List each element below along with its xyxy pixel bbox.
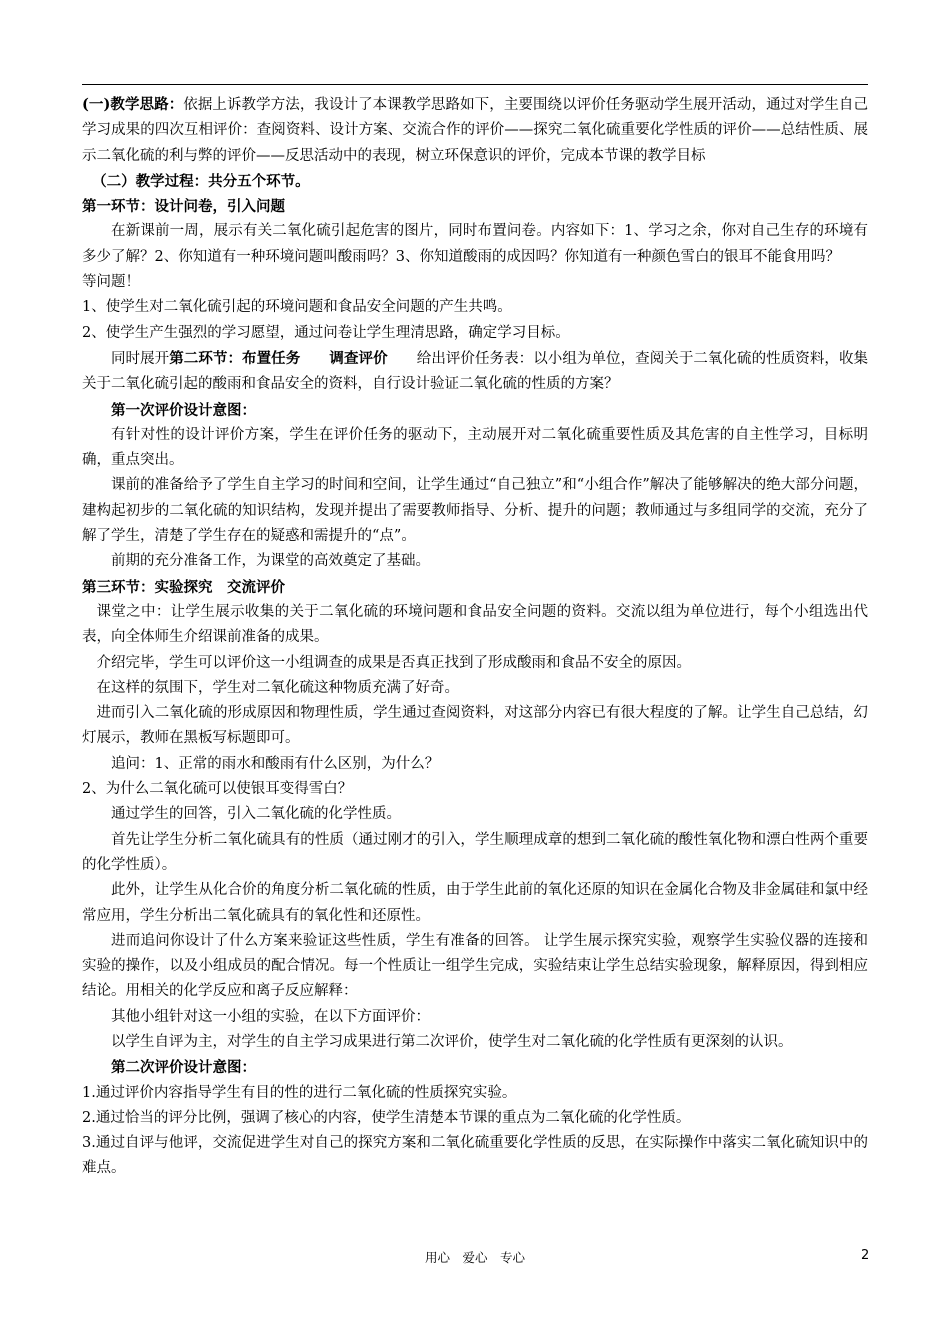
section-heading: 第二环节：布置任务 调查评价 <box>169 349 388 367</box>
section-heading: 第一环节：设计问卷，引入问题 <box>82 198 285 216</box>
paragraph: 首先让学生分析二氧化硫具有的性质（通过刚才的引入，学生顺理成章的想到二氧化硫的酸性氧化物和漂白性两个重要的化学性质）。 <box>82 831 868 873</box>
paragraph: 2、为什么二氧化硫可以使银耳变得雪白？ <box>82 781 353 798</box>
header-rule <box>82 84 868 85</box>
list-item: 2、使学生产生强烈的学习愿望，通过问卷让学生理清思路，确定学习目标。 <box>82 324 570 341</box>
list-item: 2.通过恰当的评分比例，强调了核心的内容，使学生清楚本节课的重点为二氧化硫的化学性质。 <box>82 1109 691 1126</box>
section-heading: 第一次评价设计意图： <box>111 401 256 419</box>
document-body <box>82 92 868 1182</box>
paragraph: 追问：1、正常的雨水和酸雨有什么区别，为什么？ <box>111 755 440 772</box>
list-item: 1.通过评价内容指导学生有目的性的进行二氧化硫的性质探究实验。 <box>82 1084 517 1101</box>
paragraph: 前期的充分准备工作，为课堂的高效奠定了基础。 <box>111 553 430 570</box>
page-number: 2 <box>861 1248 870 1263</box>
paragraph: 进而追问你设计了什么方案来验证这些性质，学生有准备的回答。 让学生展示探究实验，观察学生实验仪器的连接和实验的操作，以及小组成员的配合情况。每一个性质让一组学生完成，实验结束让学生总结实验现象，解释原因，得到相应结论。用相关的化学反应和离子反应解释： <box>82 932 868 1000</box>
paragraph: 课前的准备给予了学生自主学习的时间和空间，让学生通过“自己独立”和“小组合作”解决了能够解决的绝大部分问题，建构起初步的二氧化硫的知识结构，发现并提出了需要教师指导、分析、提升的问题；教师通过与多组同学的交流，充分了解了学生，清楚了学生存在的疑惑和需提升的“点”。 <box>82 477 868 545</box>
paragraph: 进而引入二氧化硫的形成原因和物理性质，学生通过查阅资料，对这部分内容已有很大程度的了解。让学生自己总结，幻灯展示，教师在黑板写标题即可。 <box>82 705 868 747</box>
section-heading: (一)教学思路： <box>82 96 184 113</box>
paragraph: 有针对性的设计评价方案，学生在评价任务的驱动下，主动展开对二氧化硫重要性质及其危害的自主性学习，目标明确，重点突出。 <box>82 426 868 469</box>
paragraph: 介绍完毕，学生可以评价这一小组调查的成果是否真正找到了形成酸雨和食品不安全的原因。 <box>96 654 691 671</box>
section-heading: 第二次评价设计意图： <box>111 1059 256 1077</box>
paragraph: 此外，让学生从化合价的角度分析二氧化硫的性质，由于学生此前的氧化还原的知识在金属化合物及非金属硅和氯中经常应用，学生分析出二氧化硫具有的氧化性和还原性。 <box>82 882 868 924</box>
paragraph: 其他小组针对这一小组的实验，在以下方面评价： <box>111 1008 430 1025</box>
list-item: 3.通过自评与他评，交流促进学生对自己的探究方案和二氧化硫重要化学性质的反思，在实际操作中落实二氧化硫知识中的难点。 <box>82 1135 868 1177</box>
list-item: 1、使学生对二氧化硫引起的环境问题和食品安全问题的产生共鸣。 <box>82 299 512 316</box>
paragraph: 同时展开第二环节：布置任务 调查评价 给出评价任务表：以小组为单位，查阅关于二氧化硫的性质资料，收集关于二氧化硫引起的酸雨和食品安全的资料，自行设计验证二氧化硫的性质的方案？ <box>82 349 869 393</box>
paragraph: 以学生自评为主，对学生的自主学习成果进行第二次评价，使学生对二氧化硫的化学性质有更深刻的认识。 <box>111 1033 793 1050</box>
paragraph: 等问题！ <box>82 274 140 291</box>
paragraph-teaching-idea: (一)教学思路：依据上诉教学方法，我设计了本课教学思路如下，主要围绕以评价任务驱动学生展开活动，通过对学生自己学习成果的四次互相评价：查阅资料、设计方案、交流合作的评价——探究二氧化硫重要化学性质的评价——总结性质、展示二氧化硫的利与弊的评价——反思活动中的表现，树立环保意识的评价，完成本节课的教学目标 <box>82 96 868 164</box>
page-footer: 用心 爱心 专心 <box>424 1250 525 1265</box>
paragraph: 在这样的氛围下，学生对二氧化硫这种物质充满了好奇。 <box>96 679 459 696</box>
paragraph: 课堂之中：让学生展示收集的关于二氧化硫的环境问题和食品安全问题的资料。交流以组为单位进行，每个小组选出代表，向全体师生介绍课前准备的成果。 <box>82 603 868 646</box>
paragraph: 通过学生的回答，引入二氧化硫的化学性质。 <box>111 806 401 823</box>
paragraph: 在新课前一周，展示有关二氧化硫引起危害的图片，同时布置问卷。内容如下：1、学习之余，你对自己生存的环境有多少了解？2、你知道有一种环境问题叫酸雨吗？3、你知道酸雨的成因吗？你知道有一种颜色雪白的银耳不能食用吗？ <box>82 223 868 265</box>
section-heading: （二）教学过程：共分五个环节。 <box>92 172 310 190</box>
section-heading: 第三环节：实验探究 交流评价 <box>82 578 285 596</box>
